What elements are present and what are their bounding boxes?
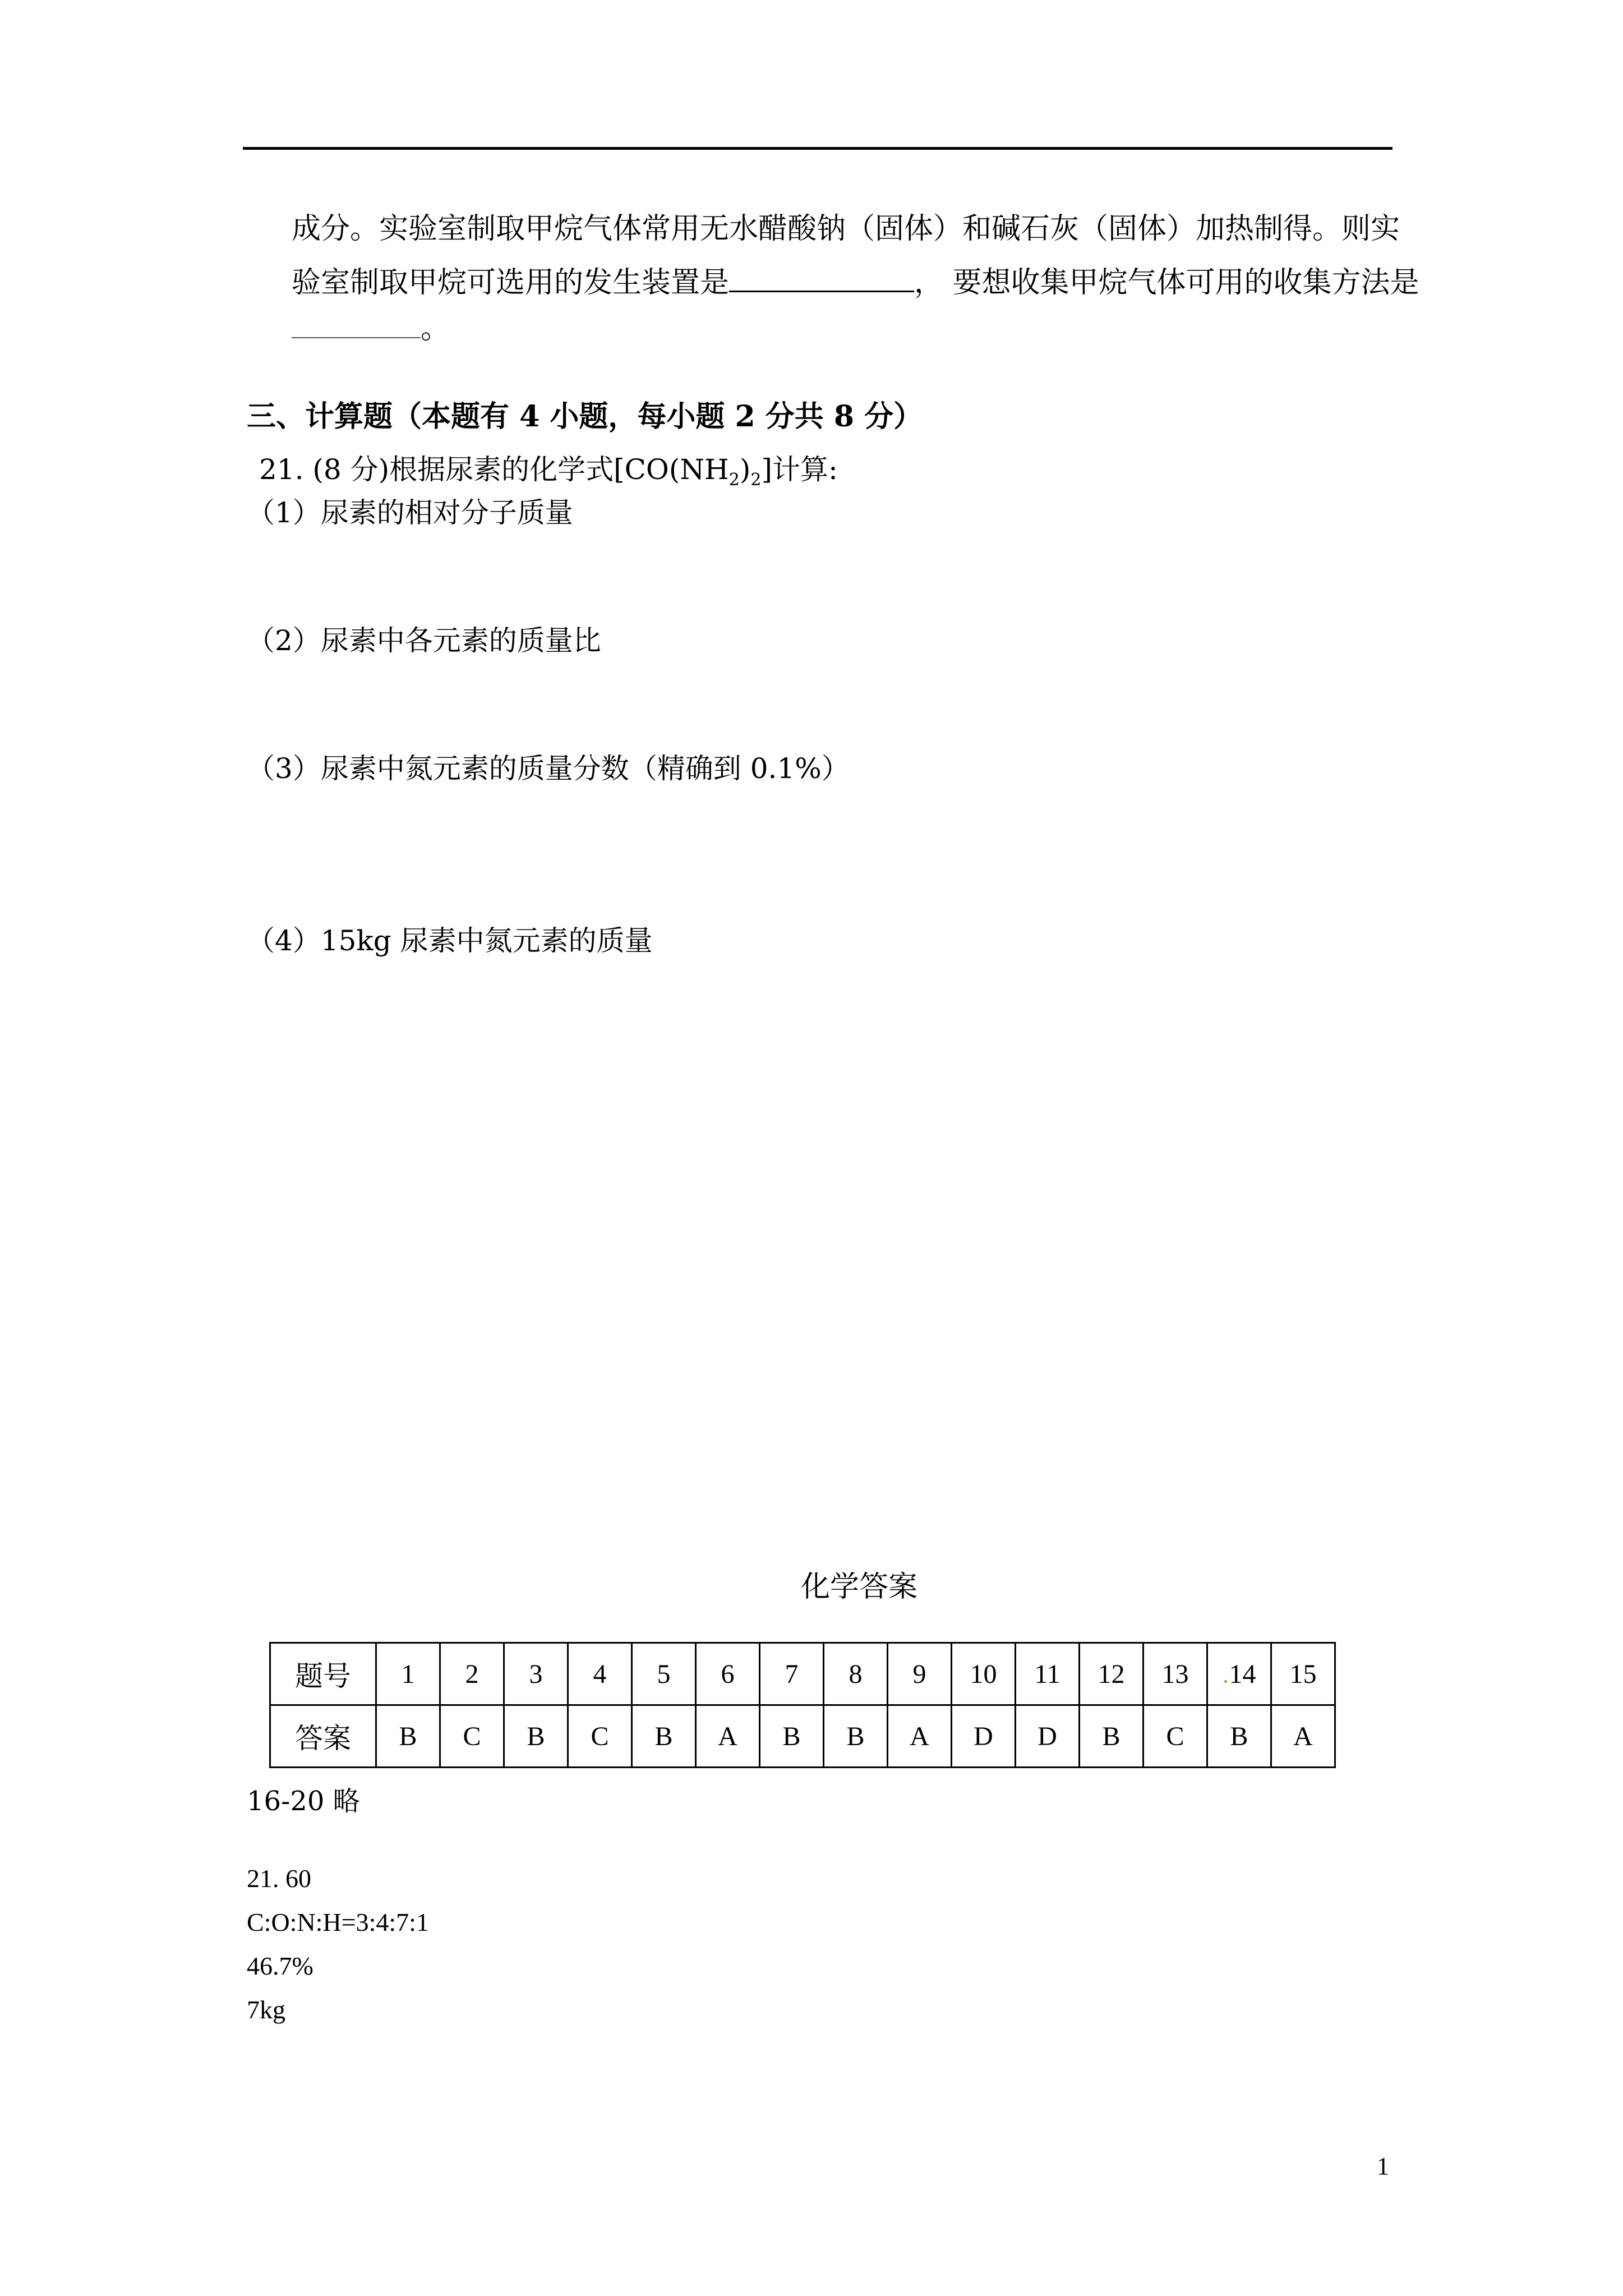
question-number-text: 14: [1229, 1659, 1256, 1689]
answer-key-title: 化学答案: [801, 1570, 918, 1604]
answer-21-line: 21. 60: [247, 1864, 311, 1893]
answer-choice: A: [696, 1705, 760, 1768]
answer-choice: B: [376, 1705, 440, 1768]
answer-21-line: 46.7%: [247, 1952, 313, 1980]
answer-table: [269, 1642, 1336, 1768]
question-21-stem: [259, 447, 838, 490]
paragraph-text: 。: [421, 312, 450, 346]
question-number: 15: [1271, 1643, 1335, 1705]
question-part-4: （4）15kg 尿素中氮元素的质量: [247, 924, 653, 957]
answer-21-line: C:O:N:H=3:4:7:1: [247, 1908, 429, 1936]
answer-choice: C: [1144, 1705, 1207, 1768]
question-number: 3: [504, 1643, 568, 1705]
question-number: 11: [1016, 1643, 1080, 1705]
stem-text: ]计算:: [761, 453, 838, 486]
stem-text: 21. (8 分)根据尿素的化学式[CO(NH: [259, 453, 729, 486]
question-number: 5: [632, 1643, 696, 1705]
table-row-numbers: [270, 1643, 1335, 1705]
answer-note-16-20: 16-20 略: [247, 1786, 360, 1817]
question-number: 8: [824, 1643, 888, 1705]
section-title: 三、计算题（本题有 4 小题，每小题 2 分共 8 分）: [247, 399, 923, 434]
subscript: 2: [750, 470, 762, 490]
answer-choice: B: [1207, 1705, 1271, 1768]
answer-choice: A: [1271, 1705, 1335, 1768]
header-rule: [243, 147, 1393, 150]
question-part-3: （3）尿素中氮元素的质量分数（精确到 0.1%）: [247, 752, 850, 785]
question-number: [1207, 1643, 1271, 1705]
answer-blank[interactable]: [292, 315, 421, 338]
stem-text: ): [739, 453, 751, 486]
stray-dot: .: [1222, 1659, 1229, 1689]
question-number: 6: [696, 1643, 760, 1705]
page-number: 1: [1377, 2152, 1389, 2180]
paragraph-text: ， 要想收集甲烷气体可用的收集方法是: [914, 266, 1419, 300]
question-number: 1: [376, 1643, 440, 1705]
question-number: 4: [568, 1643, 632, 1705]
answer-choice: C: [440, 1705, 504, 1768]
paragraph-line-2: [292, 261, 1419, 300]
question-number: 9: [888, 1643, 952, 1705]
answer-choice: A: [888, 1705, 952, 1768]
question-part-1: （1）尿素的相对分子质量: [247, 496, 573, 529]
answer-blank[interactable]: [729, 261, 914, 292]
answer-choice: B: [760, 1705, 824, 1768]
answer-21-line: 7kg: [247, 1995, 285, 2024]
answer-choice: B: [632, 1705, 696, 1768]
paragraph-line-1: [292, 212, 1400, 246]
question-number: 10: [952, 1643, 1016, 1705]
paragraph-text: 成分。实验室制取甲烷气体常用无水醋酸钠（固体）和碱石灰（固体）加热制得。则实: [292, 212, 1400, 246]
question-part-2: （2）尿素中各元素的质量比: [247, 624, 601, 657]
subscript: 2: [728, 470, 740, 490]
answer-choice: B: [504, 1705, 568, 1768]
answer-choice: D: [1016, 1705, 1080, 1768]
table-row-answers: [270, 1705, 1335, 1768]
answer-choice: B: [824, 1705, 888, 1768]
row-header-number: 题号: [270, 1643, 376, 1705]
question-number: 7: [760, 1643, 824, 1705]
question-number: 12: [1080, 1643, 1144, 1705]
row-header-answer: 答案: [270, 1705, 376, 1768]
question-number: 13: [1144, 1643, 1207, 1705]
question-number: 2: [440, 1643, 504, 1705]
answer-choice: B: [1080, 1705, 1144, 1768]
paragraph-line-3: [292, 312, 450, 346]
answer-choice: C: [568, 1705, 632, 1768]
paragraph-text: 验室制取甲烷可选用的发生装置是: [292, 266, 730, 300]
answer-choice: D: [952, 1705, 1016, 1768]
